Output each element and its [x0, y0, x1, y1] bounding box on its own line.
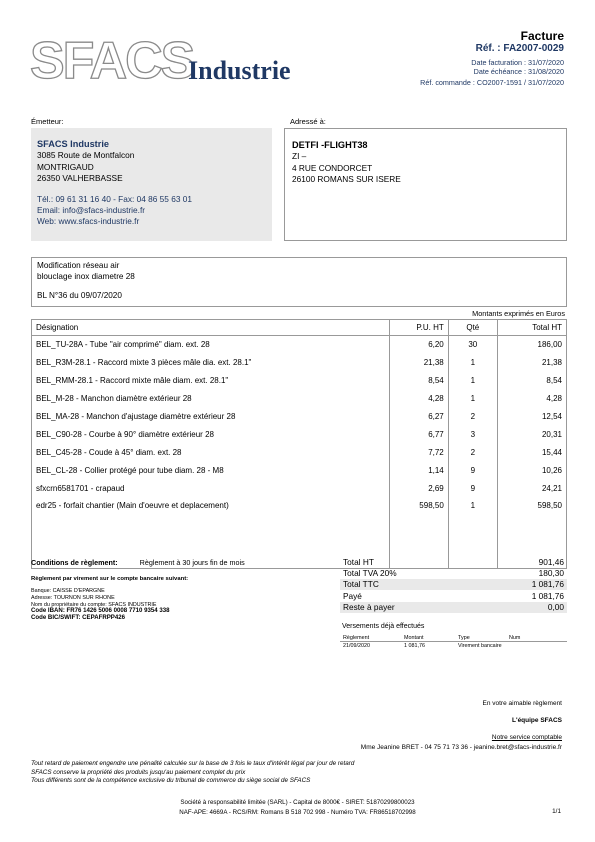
cell-total: 10,26: [497, 461, 566, 479]
table-row: [32, 354, 567, 372]
cell-designation: sfxcrn6581701 - crapaud: [32, 479, 390, 497]
cell-designation: BEL_C90-28 - Courbe à 90° diamètre extérieur 28: [32, 425, 390, 443]
payments-header-amount: Montant: [401, 634, 455, 642]
emitter-address2: MONTRIGAUD: [37, 161, 94, 172]
cell-total: 186,00: [497, 336, 566, 354]
bank-name: Banque: CAISSE D'EPARGNE: [31, 588, 105, 594]
total-value: 0,00: [478, 602, 567, 613]
emitter-phone: Tél.: 09 61 31 16 40 - Fax: 04 86 55 63 01: [37, 193, 192, 204]
header-total: Total HT: [497, 320, 566, 336]
recipient-box: [284, 128, 567, 241]
invoice-date: Date facturation : 31/07/2020: [471, 58, 564, 67]
emitter-label: Émetteur:: [31, 117, 64, 126]
cell-unit-price: 4,28: [389, 390, 448, 408]
conditions-label: Conditions de règlement:: [31, 558, 118, 567]
payments-header-date: Règlement: [340, 634, 401, 642]
legal-line1: Tout retard de paiement engendre une pénalité calculée sur la base de 3 fois le taux d'intérêt légal par jour de retard: [31, 760, 355, 767]
table-row: [32, 408, 567, 426]
footer-line1: Société à responsabilité limitée (SARL) - Capital de 8000€ - SIRET: 51870299800023: [180, 799, 415, 806]
emitter-name: SFACS Industrie: [37, 139, 109, 149]
total-label: Total HT: [343, 556, 374, 567]
table-row: [32, 443, 567, 461]
cell-quantity: 1: [448, 372, 497, 390]
cell-designation: BEL_CL-28 - Collier protégé pour tube diam. 28 - M8: [32, 461, 390, 479]
invoice-reference: Réf. : FA2007-0029: [475, 43, 564, 54]
payment-num: [506, 642, 567, 650]
total-label: Total TVA 20%: [343, 568, 397, 579]
cell-unit-price: 6,27: [389, 408, 448, 426]
order-reference: Réf. commande : CO2007-1591 / 31/07/2020: [420, 78, 564, 87]
cell-designation: BEL_C45-28 - Coude à 45° diam. ext. 28: [32, 443, 390, 461]
cell-unit-price: 2,69: [389, 479, 448, 497]
cell-total: 8,54: [497, 372, 566, 390]
cell-designation: BEL_RMM-28.1 - Raccord mixte mâle diam. ext. 28.1": [32, 372, 390, 390]
cell-quantity: 1: [448, 354, 497, 372]
recipient-name: DETFI -FLIGHT38: [292, 140, 368, 150]
total-label: Payé: [343, 590, 362, 601]
logo-sfacs: SFACS: [30, 32, 194, 88]
totals-table: [340, 556, 567, 613]
emitter-address3: 26350 VALHERBASSE: [37, 173, 123, 184]
cell-total: 21,38: [497, 354, 566, 372]
recipient-label: Adressé à:: [290, 117, 326, 126]
bank-details: [31, 588, 170, 622]
total-label: Reste à payer: [340, 602, 478, 613]
emitter-address1: 3085 Route de Montfalcon: [37, 150, 135, 161]
invoice-lines-table: [31, 319, 567, 569]
cell-unit-price: 598,50: [389, 497, 448, 569]
recipient-address3: 26100 ROMANS SUR ISERE: [292, 174, 401, 185]
cell-unit-price: 6,20: [389, 336, 448, 354]
emitter-box: [31, 128, 272, 241]
table-row: [32, 425, 567, 443]
recipient-address2: 4 RUE CONDORCET: [292, 162, 373, 173]
emitter-email[interactable]: Email: info@sfacs-industrie.fr: [37, 205, 146, 216]
cell-quantity: 30: [448, 336, 497, 354]
cell-designation: BEL_R3M-28.1 - Raccord mixte 3 pièces mâle dia. ext. 28.1": [32, 354, 390, 372]
totals-row: [340, 602, 567, 613]
cell-quantity: 2: [448, 408, 497, 426]
cell-total: 15,44: [497, 443, 566, 461]
payment-type: Virement bancaire: [458, 642, 502, 649]
object-line1: Modification réseau air: [37, 261, 120, 270]
cell-unit-price: 1,14: [389, 461, 448, 479]
company-logo: [30, 32, 320, 88]
amounts-note: Montants exprimés en Euros: [472, 309, 565, 318]
table-row: [32, 461, 567, 479]
emitter-web[interactable]: Web: www.sfacs-industrie.fr: [37, 216, 140, 227]
payments-table: [340, 634, 567, 649]
due-date: Date échéance : 31/08/2020: [473, 67, 564, 76]
cell-unit-price: 21,38: [389, 354, 448, 372]
cell-unit-price: 7,72: [389, 443, 448, 461]
cell-designation: BEL_TU-28A - Tube "air comprimé" diam. ext. 28: [32, 336, 390, 354]
total-value: 1 081,76: [478, 579, 567, 590]
payment-amount: 1 081,76: [404, 642, 425, 649]
bank-iban: Code IBAN: FR76 1426 5006 0008 7710 9354 338: [31, 607, 170, 615]
totals-row: [340, 579, 567, 590]
cell-total: 20,31: [497, 425, 566, 443]
invoice-object: [31, 257, 567, 307]
total-value: 180,30: [538, 568, 564, 579]
legal-line3: Tous différents sont de la compétence exclusive du tribunal de commerce du siège social de SFACS: [31, 777, 311, 784]
cell-quantity: 9: [448, 461, 497, 479]
bank-owner: Nom du propriétaire du compte: SFACS INDUSTRIE: [31, 601, 157, 608]
payments-header-type: Type: [455, 634, 506, 642]
payments-title: Versements déjà effectués: [342, 623, 425, 630]
cell-quantity: 1: [448, 390, 497, 408]
footer: [0, 798, 595, 817]
object-line3: BL N°36 du 09/07/2020: [37, 291, 122, 301]
cell-unit-price: 6,77: [389, 425, 448, 443]
totals-row: [340, 556, 567, 567]
payment-row: [340, 642, 567, 650]
payments-header-row: [340, 634, 567, 642]
cell-total: 598,50: [497, 497, 566, 569]
totals-row: [340, 567, 567, 578]
document-type: Facture: [520, 29, 564, 43]
signature-team: L'équipe SFACS: [512, 717, 562, 724]
table-row: [32, 479, 567, 497]
cell-total: 12,54: [497, 408, 566, 426]
payments-header-num: Num: [506, 634, 567, 642]
header-designation: Désignation: [32, 320, 390, 336]
bank-bic: Code BIC/SWIFT: CEPAFRPP426: [31, 614, 126, 622]
table-row: [32, 336, 567, 354]
footer-line2: NAF-APE: 4669A - RCS/RM: Romans B 518 702 998 - Numéro TVA: FR86518702998: [179, 808, 416, 816]
legal-line2: SFACS conserve la propriété des produits jusqu'au paiement complet du prix: [31, 768, 246, 776]
recipient-address1: ZI –: [292, 151, 307, 162]
legal-notes: [31, 760, 354, 786]
bank-title: Règlement par virement sur le compte bancaire suivant:: [31, 576, 189, 582]
header-quantity: Qté: [448, 320, 497, 336]
table-row: [32, 390, 567, 408]
conditions-value: Règlement à 30 jours fin de mois: [139, 558, 245, 567]
object-line2: blouclage inox diametre 28: [37, 271, 135, 281]
total-value: 901,46: [538, 556, 564, 567]
cell-designation: edr25 - forfait chantier (Main d'oeuvre et deplacement): [32, 497, 390, 569]
signature-greeting: En votre aimable règlement: [482, 700, 562, 707]
cell-quantity: 2: [448, 443, 497, 461]
signature-contact: Mme Jeanine BRET - 04 75 71 73 36 - jeanine.bret@sfacs-industrie.fr: [360, 744, 562, 751]
cell-unit-price: 8,54: [389, 372, 448, 390]
cell-quantity: 1: [448, 497, 497, 569]
total-value: 1 081,76: [531, 590, 564, 601]
signature-service: Notre service comptable: [491, 734, 562, 741]
cell-total: 4,28: [497, 390, 566, 408]
totals-row: [340, 590, 567, 601]
table-header-row: [32, 320, 567, 336]
payment-conditions: [31, 558, 245, 567]
header-unit-price: P.U. HT: [389, 320, 448, 336]
cell-quantity: 3: [448, 425, 497, 443]
table-row: [32, 372, 567, 390]
page-number: 1/1: [552, 808, 561, 815]
cell-total: 24,21: [497, 479, 566, 497]
cell-designation: BEL_MA-28 - Manchon d'ajustage diamètre extérieur 28: [32, 408, 390, 426]
payment-date: 21/09/2020: [343, 642, 370, 649]
logo-industrie: Industrie: [188, 56, 291, 85]
cell-designation: BEL_M-28 - Manchon diamètre extérieur 28: [32, 390, 390, 408]
bank-address: Adresse: TOURNON SUR RHONE: [31, 594, 115, 601]
cell-quantity: 9: [448, 479, 497, 497]
total-label: Total TTC: [340, 579, 478, 590]
